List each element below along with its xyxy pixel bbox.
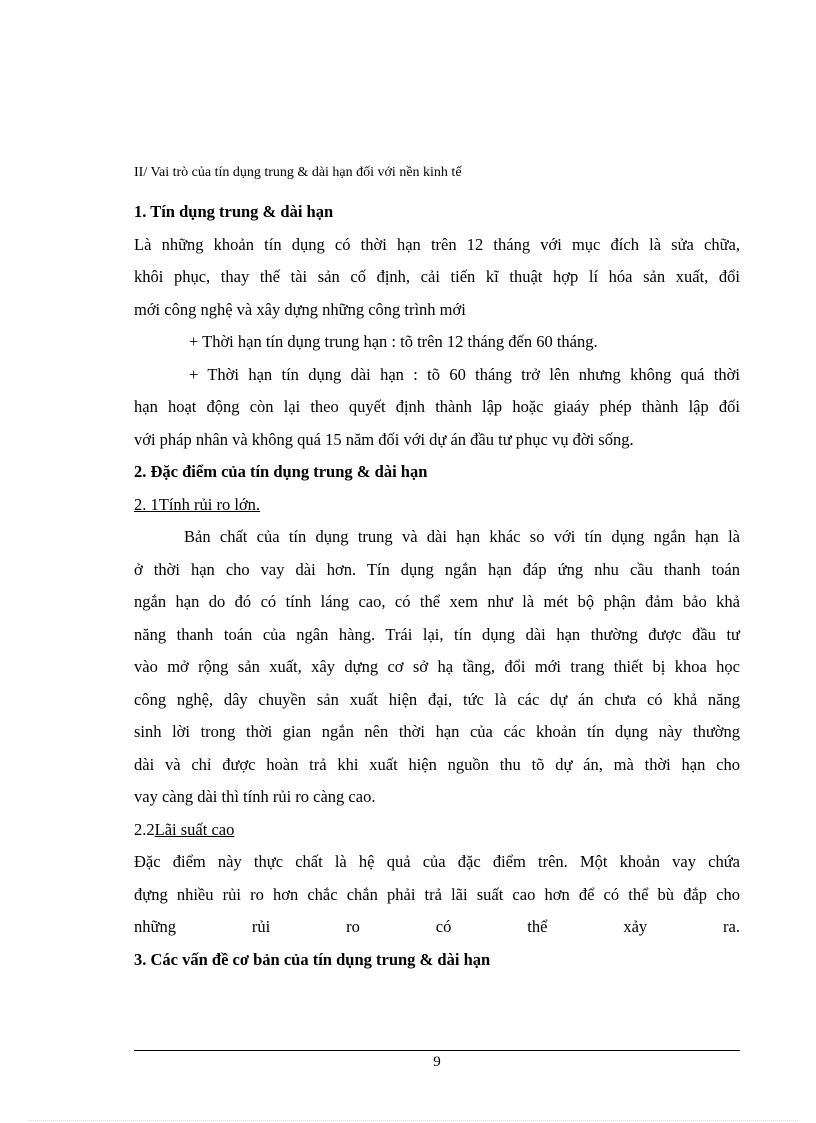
page-content	[134, 162, 740, 976]
paragraph-line: khôi phục, thay thế tài sản cố định, cải tiến kĩ thuật hợp lí hóa sản xuất, đổi	[134, 267, 740, 286]
paragraph-line: công nghệ, dây chuyền sản xuất hiện đại, tức là các dự án chưa có khả năng	[134, 689, 740, 709]
paragraph-line: hạn hoạt động còn lại theo quyết định thành lập hoặc giaáy phép thành lập đối	[134, 397, 740, 416]
paragraph-line: ở thời hạn cho vay dài hơn. Tín dụng ngắn hạn đáp ứng nhu cầu thanh toán	[134, 559, 740, 579]
paragraph-line: + Thời hạn tín dụng dài hạn : tõ 60 tháng trở lên nhưng không quá thời	[189, 364, 740, 384]
paragraph-line: dài và chỉ được hoàn trả khi xuất hiện nguồn thu tõ dự án, mà thời hạn cho	[134, 754, 740, 774]
subheading-2-2	[134, 814, 740, 847]
paragraph-line: ngắn hạn do đó có tính láng cao, có thể xem như là mét bộ phận đảm bảo khả	[134, 592, 740, 611]
heading-2: 2. Đặc điểm của tín dụng trung & dài hạn	[134, 462, 428, 481]
subheading-2-2-title: Lãi suất cao	[154, 819, 235, 839]
paragraph-long-term	[134, 359, 740, 457]
paragraph-line: Đặc điểm này thực chất là hệ quả của đặc điểm trên. Một khoản vay chứa	[134, 852, 740, 871]
paragraph-definition	[134, 229, 740, 327]
paragraph-line: mới công nghệ và xây dựng những công trình mới	[134, 299, 466, 319]
subheading-2-2-number: 2.2	[134, 819, 155, 839]
subheading-2-1: 2. 1Tính rủi ro lớn.	[134, 494, 261, 514]
paragraph-interest	[134, 846, 740, 944]
paragraph-line: với pháp nhân và không quá 15 năm đối với dự án đầu tư phục vụ đời sống.	[134, 429, 634, 449]
heading-3: 3. Các vấn đề cơ bản của tín dụng trung & dài hạn	[134, 949, 491, 969]
heading-1: 1. Tín dụng trung & dài hạn	[134, 202, 334, 221]
paragraph-line: những rủi ro có thể xảy ra.	[134, 917, 740, 936]
paragraph-line: đựng nhiều rủi ro hơn chắc chắn phải trả lãi suất cao hơn để có thể bù đắp cho	[134, 884, 740, 904]
paragraph-medium-term: + Thời hạn tín dụng trung hạn : tõ trên 12 tháng đến 60 tháng.	[189, 332, 598, 351]
page-number: 9	[433, 1054, 441, 1070]
section-title: II/ Vai trò của tín dụng trung & dài hạn đối với nền kinh tế	[134, 165, 462, 180]
paragraph-line: sinh lời trong thời gian ngắn nên thời hạn của các khoản tín dụng này thường	[134, 722, 740, 741]
paragraph-risk	[134, 521, 740, 814]
paragraph-line: vào mở rộng sản xuất, xây dựng cơ sở hạ tầng, đổi mới trang thiết bị khoa học	[134, 657, 740, 676]
paragraph-line: vay càng dài thì tính rủi ro càng cao.	[134, 787, 376, 806]
paragraph-line: Bản chất của tín dụng trung và dài hạn khác so với tín dụng ngắn hạn là	[184, 527, 740, 546]
paragraph-line: năng thanh toán của ngân hàng. Trái lại, tín dụng dài hạn thường được đầu tư	[134, 624, 740, 644]
footer-divider	[134, 1050, 740, 1051]
page-bottom-border	[28, 1120, 798, 1121]
paragraph-line: Là những khoản tín dụng có thời hạn trên 12 tháng với mục đích là sửa chữa,	[134, 234, 740, 254]
